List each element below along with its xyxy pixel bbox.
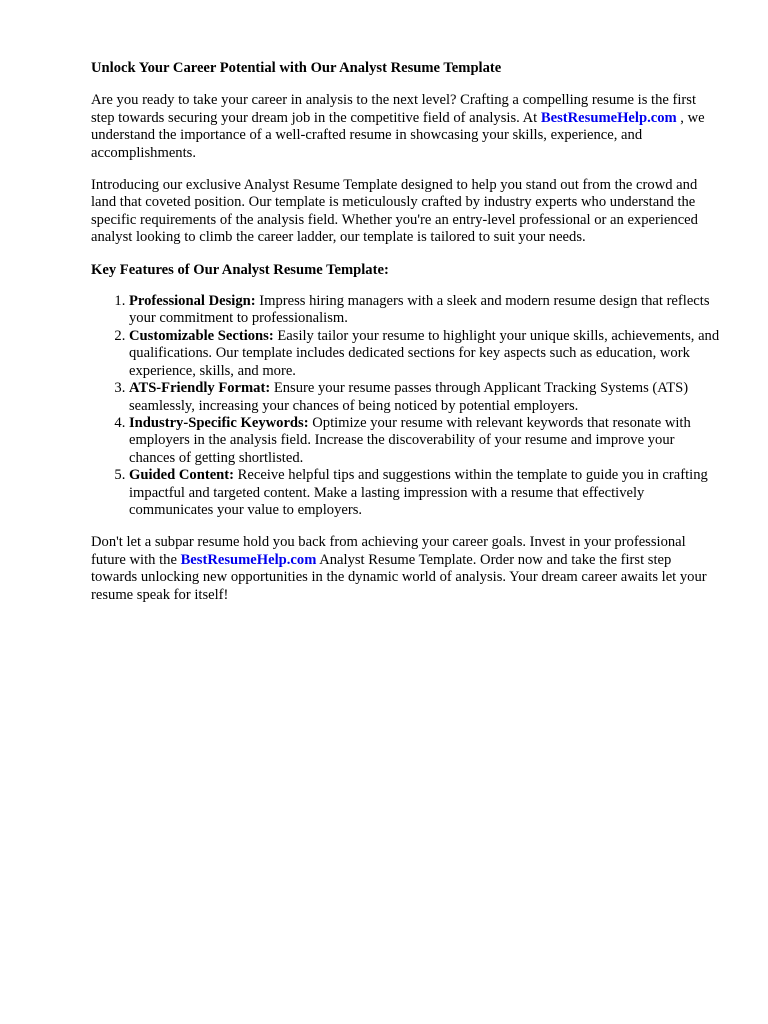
feature-text: Receive helpful tips and suggestions within the template to guide you in crafting impactful and targeted content. Make a lasting impression with a resume that effectively communicates your value to employers. xyxy=(129,467,708,518)
document-title: Unlock Your Career Potential with Our Analyst Resume Template xyxy=(91,60,502,76)
closing-text-end: Analyst Resume Template. Order now and take the first step towards unlocking new opportunities in the dynamic world of analysis. Your dream career awaits let your resume speak for itself! xyxy=(91,551,707,603)
closing-paragraph xyxy=(91,534,721,604)
intro-text-start: Are you ready to take your career in analysis to the next level? Crafting a compelling resume is the first step towards securing your dream job in the competitive field of analysis. At xyxy=(91,92,697,126)
document-page xyxy=(91,60,721,619)
feature-item-ats-friendly-format xyxy=(129,380,721,415)
feature-item-industry-keywords xyxy=(129,415,721,467)
feature-name: Customizable Sections: xyxy=(129,327,274,344)
feature-name: ATS-Friendly Format: xyxy=(129,380,271,397)
feature-name: Guided Content: xyxy=(129,467,235,484)
template-intro-paragraph: Introducing our exclusive Analyst Resume Template designed to help you stand out from the crowd and land that coveted position. Our template is meticulously crafted by industry experts who understand the specific requirements of the analysis field. Whether you're an entry-level professional or an experienced analyst looking to climb the career ladder, our template is tailored to suit your needs. xyxy=(91,177,698,246)
feature-item-professional-design xyxy=(129,293,721,328)
feature-text: Easily tailor your resume to highlight your unique skills, achievements, and qualifications. Our template includes dedicated sections for key aspects such as education, work experience, skills, and more. xyxy=(129,327,720,379)
feature-text: Ensure your resume passes through Applicant Tracking Systems (ATS) seamlessly, increasing your chances of being noticed by potential employers. xyxy=(129,380,689,414)
feature-item-customizable-sections xyxy=(129,328,721,380)
feature-name: Professional Design: xyxy=(129,293,256,310)
intro-paragraph xyxy=(91,92,721,162)
bestresumehelp-link[interactable]: BestResumeHelp.com xyxy=(180,551,317,568)
features-list xyxy=(91,293,721,519)
feature-name: Industry-Specific Keywords: xyxy=(129,414,309,431)
intro-text-end: , we understand the importance of a well-crafted resume in showcasing your skills, experience, and accomplishments. xyxy=(91,109,705,161)
bestresumehelp-link[interactable]: BestResumeHelp.com xyxy=(540,109,677,126)
feature-item-guided-content xyxy=(129,467,721,519)
feature-text: Impress hiring managers with a sleek and modern resume design that reflects your commitment to professionalism. xyxy=(129,293,710,327)
feature-text: Optimize your resume with relevant keywords that resonate with employers in the analysis field. Increase the discoverability of your resume and improve your chances of getting shortlisted. xyxy=(129,414,691,466)
closing-text-start: Don't let a subpar resume hold you back from achieving your career goals. Invest in your professional future with the xyxy=(91,534,686,568)
features-heading: Key Features of Our Analyst Resume Template: xyxy=(91,261,389,278)
